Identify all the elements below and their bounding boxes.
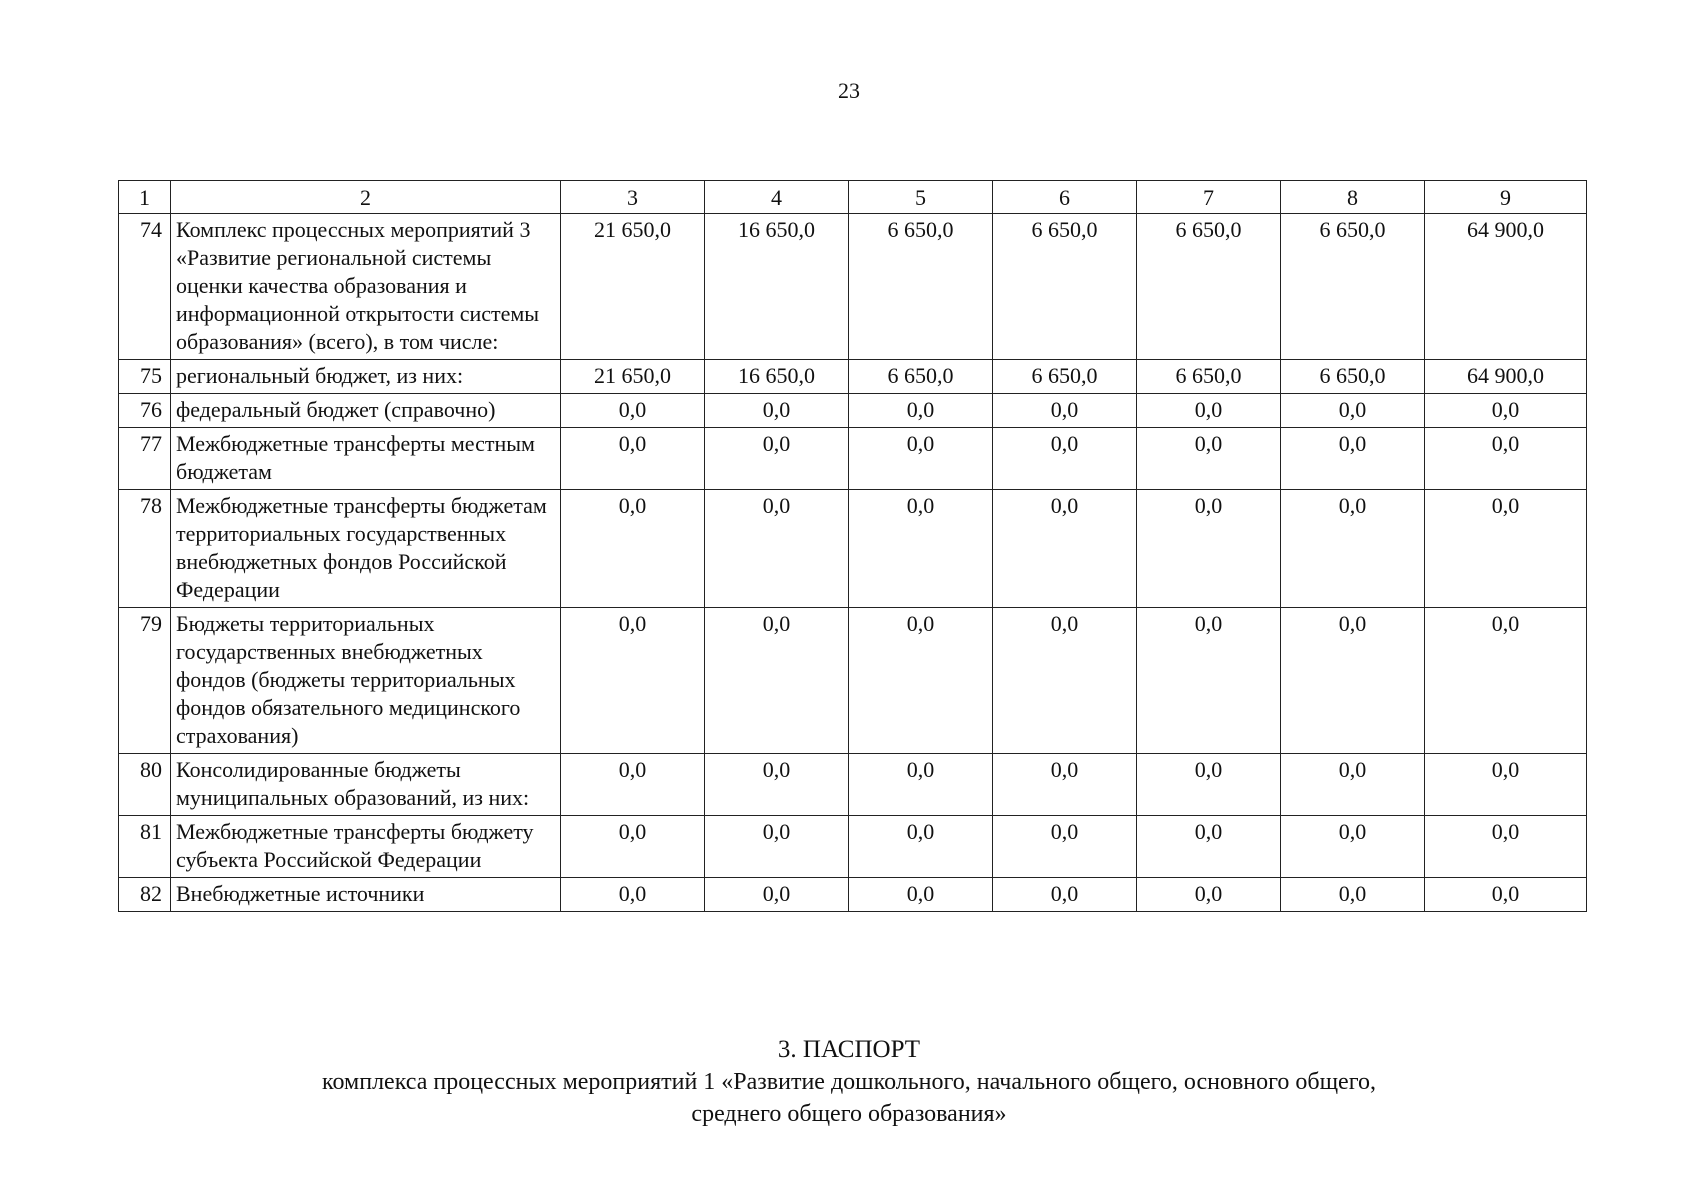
total-cell: 64 900,0 (1425, 214, 1587, 360)
row-label: Бюджеты территориальных государственных внебюджетных фондов (бюджеты территориальных фондов обязательного медицинского страхования) (171, 608, 561, 754)
total-cell: 0,0 (1425, 394, 1587, 428)
row-label: Комплекс процессных мероприятий 3 «Развитие региональной системы оценки качества образования и информационной открытости системы образования» (всего), в том числе: (171, 214, 561, 360)
value-cell: 0,0 (1281, 754, 1425, 816)
table-row (119, 360, 1587, 394)
header-cell: 3 (561, 181, 705, 214)
value-cell: 0,0 (1137, 878, 1281, 912)
value-cell: 6 650,0 (1137, 214, 1281, 360)
table-row (119, 490, 1587, 608)
total-cell: 0,0 (1425, 754, 1587, 816)
value-cell: 0,0 (561, 878, 705, 912)
value-cell: 6 650,0 (993, 214, 1137, 360)
passport-heading: 3. ПАСПОРТ (777, 1036, 921, 1063)
total-cell: 0,0 (1425, 816, 1587, 878)
value-cell: 16 650,0 (705, 360, 849, 394)
value-cell: 0,0 (1137, 428, 1281, 490)
total-cell: 0,0 (1425, 878, 1587, 912)
row-number: 82 (119, 878, 171, 912)
value-cell: 0,0 (561, 490, 705, 608)
value-cell: 0,0 (1281, 490, 1425, 608)
table-row (119, 754, 1587, 816)
header-cell: 1 (119, 181, 171, 214)
value-cell: 0,0 (1137, 394, 1281, 428)
value-cell: 0,0 (993, 878, 1137, 912)
header-cell: 6 (993, 181, 1137, 214)
row-number: 76 (119, 394, 171, 428)
row-number: 75 (119, 360, 171, 394)
value-cell: 0,0 (1137, 490, 1281, 608)
row-label: Межбюджетные трансферты бюджетам территориальных государственных внебюджетных фондов Российской Федерации (171, 490, 561, 608)
value-cell: 0,0 (561, 754, 705, 816)
value-cell: 0,0 (705, 608, 849, 754)
value-cell: 0,0 (849, 608, 993, 754)
header-cell: 8 (1281, 181, 1425, 214)
value-cell: 0,0 (705, 878, 849, 912)
row-number: 74 (119, 214, 171, 360)
header-cell: 9 (1425, 181, 1587, 214)
value-cell: 6 650,0 (993, 360, 1137, 394)
row-label: Межбюджетные трансферты местным бюджетам (171, 428, 561, 490)
budget-table (118, 180, 1587, 912)
table-row (119, 214, 1587, 360)
value-cell: 0,0 (561, 608, 705, 754)
total-cell: 64 900,0 (1425, 360, 1587, 394)
row-number: 78 (119, 490, 171, 608)
value-cell: 0,0 (849, 490, 993, 608)
value-cell: 6 650,0 (1281, 214, 1425, 360)
total-cell: 0,0 (1425, 608, 1587, 754)
value-cell: 0,0 (1281, 816, 1425, 878)
value-cell: 0,0 (1137, 608, 1281, 754)
header-cell: 5 (849, 181, 993, 214)
header-cell: 2 (171, 181, 561, 214)
table-row (119, 878, 1587, 912)
row-number: 81 (119, 816, 171, 878)
value-cell: 21 650,0 (561, 214, 705, 360)
value-cell: 0,0 (849, 394, 993, 428)
value-cell: 6 650,0 (1281, 360, 1425, 394)
value-cell: 0,0 (705, 816, 849, 878)
table-row (119, 608, 1587, 754)
value-cell: 0,0 (993, 754, 1137, 816)
value-cell: 0,0 (1281, 878, 1425, 912)
value-cell: 6 650,0 (849, 214, 993, 360)
header-row (119, 181, 1587, 214)
value-cell: 0,0 (561, 428, 705, 490)
row-label: Внебюджетные источники (171, 878, 561, 912)
value-cell: 0,0 (1281, 394, 1425, 428)
table-header (119, 181, 1587, 214)
value-cell: 21 650,0 (561, 360, 705, 394)
value-cell: 0,0 (1281, 608, 1425, 754)
value-cell: 0,0 (705, 428, 849, 490)
row-number: 77 (119, 428, 171, 490)
value-cell: 0,0 (561, 394, 705, 428)
value-cell: 16 650,0 (705, 214, 849, 360)
value-cell: 0,0 (1281, 428, 1425, 490)
value-cell: 0,0 (705, 490, 849, 608)
value-cell: 0,0 (993, 394, 1137, 428)
value-cell: 0,0 (849, 428, 993, 490)
row-label: федеральный бюджет (справочно) (171, 394, 561, 428)
table-body (119, 214, 1587, 912)
value-cell: 0,0 (561, 816, 705, 878)
value-cell: 0,0 (849, 754, 993, 816)
value-cell: 0,0 (849, 816, 993, 878)
value-cell: 6 650,0 (849, 360, 993, 394)
passport-subtitle-line-2: среднего общего образования» (691, 1101, 1007, 1127)
row-label: региональный бюджет, из них: (171, 360, 561, 394)
value-cell: 0,0 (1137, 754, 1281, 816)
row-number: 79 (119, 608, 171, 754)
header-cell: 7 (1137, 181, 1281, 214)
value-cell: 0,0 (1137, 816, 1281, 878)
value-cell: 0,0 (705, 394, 849, 428)
passport-section (0, 1034, 1698, 1130)
value-cell: 0,0 (993, 816, 1137, 878)
total-cell: 0,0 (1425, 490, 1587, 608)
header-cell: 4 (705, 181, 849, 214)
value-cell: 0,0 (993, 428, 1137, 490)
total-cell: 0,0 (1425, 428, 1587, 490)
value-cell: 0,0 (849, 878, 993, 912)
passport-subtitle-line-1: комплекса процессных мероприятий 1 «Развитие дошкольного, начального общего, основного общего, (322, 1069, 1376, 1095)
page-number: 23 (838, 78, 860, 103)
table-row (119, 816, 1587, 878)
value-cell: 0,0 (705, 754, 849, 816)
value-cell: 0,0 (993, 608, 1137, 754)
row-label: Межбюджетные трансферты бюджету субъекта Российской Федерации (171, 816, 561, 878)
value-cell: 0,0 (993, 490, 1137, 608)
row-label: Консолидированные бюджеты муниципальных образований, из них: (171, 754, 561, 816)
value-cell: 6 650,0 (1137, 360, 1281, 394)
table-row (119, 428, 1587, 490)
table-row (119, 394, 1587, 428)
row-number: 80 (119, 754, 171, 816)
